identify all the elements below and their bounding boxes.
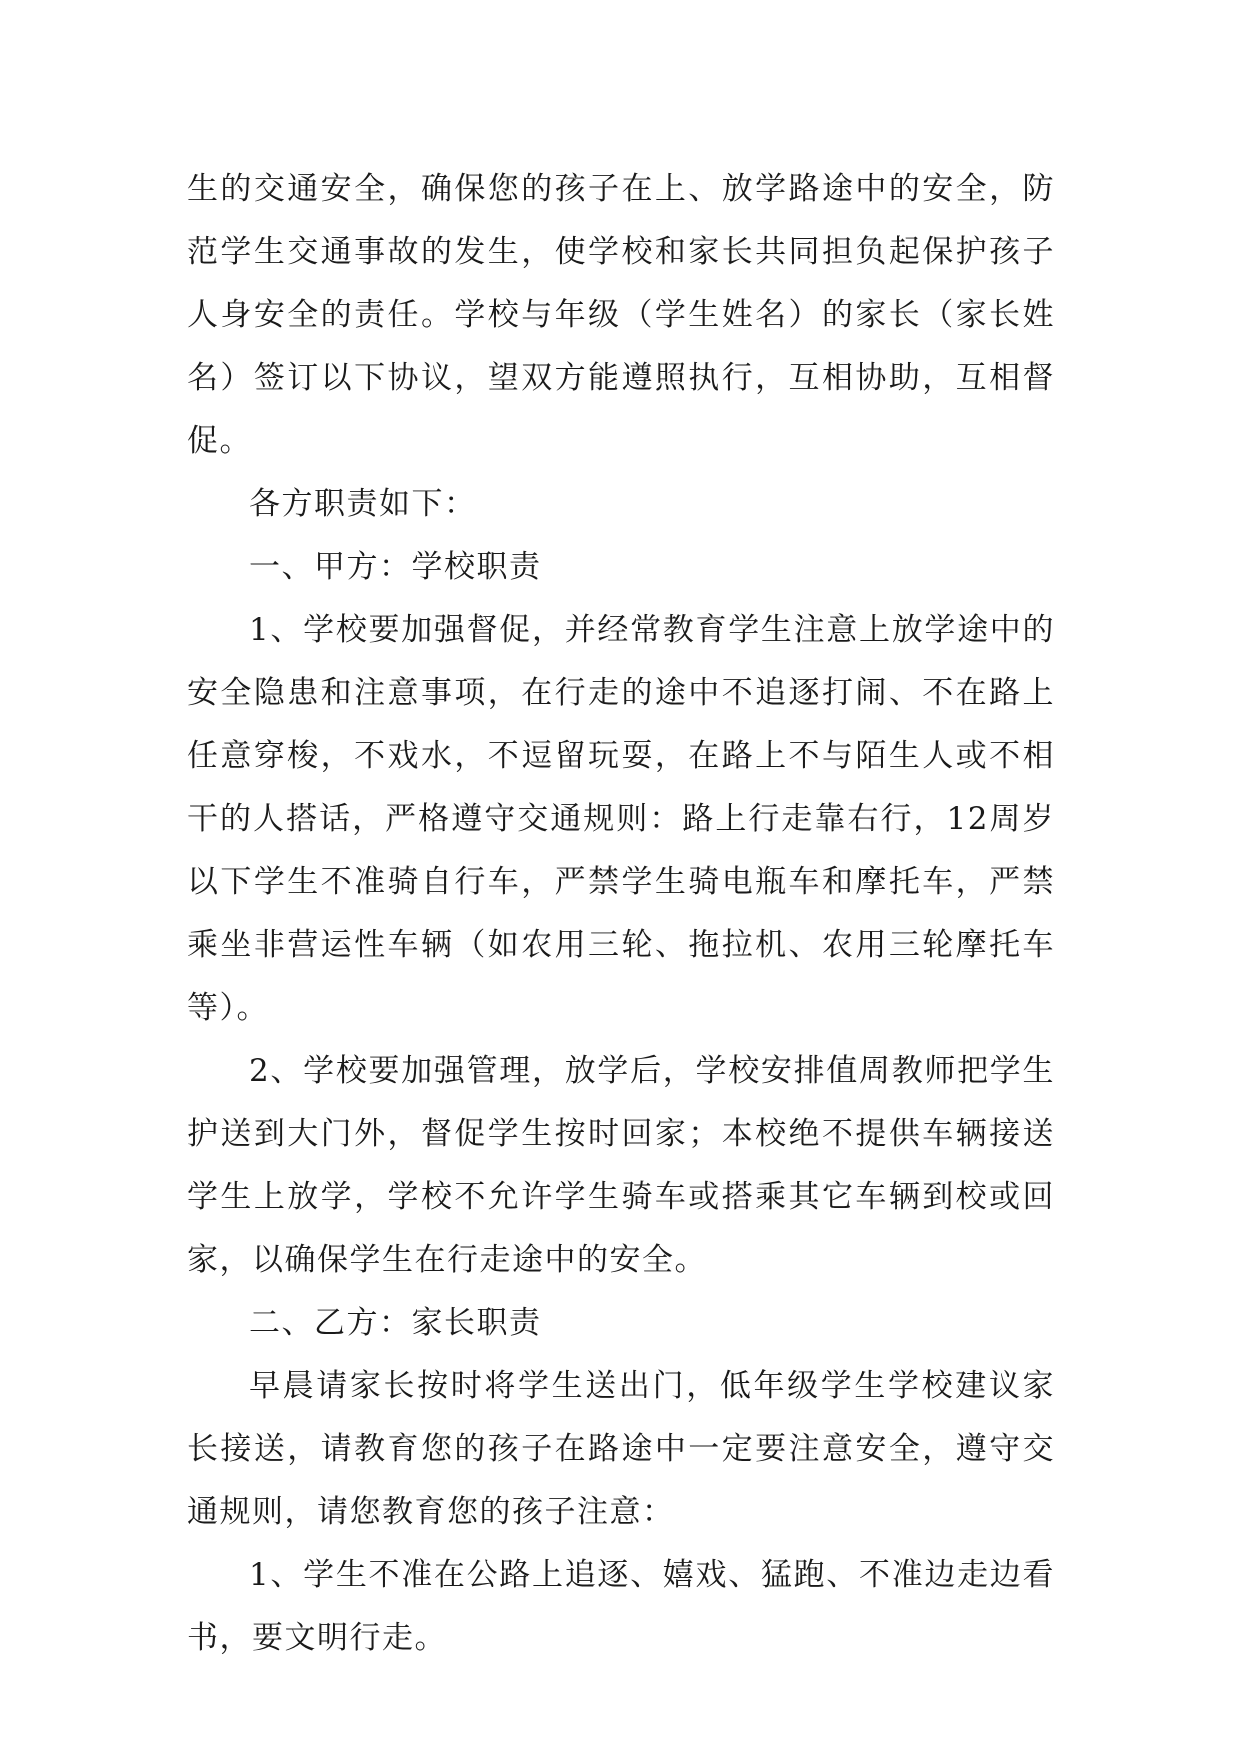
section-heading-parent: 二、乙方：家长职责 — [249, 1305, 542, 1341]
paragraph-parent-item-1: 1、学生不准在公路上追逐、嬉戏、猛跑、不准边走边看书，要文明行走。 — [187, 1557, 1055, 1656]
document-body — [187, 158, 1055, 1670]
paragraph-school-item-2: 2、学校要加强管理，放学后，学校安排值周教师把学生护送到大门外，督促学生按时回家；本校绝不提供车辆接送学生上放学，学校不允许学生骑车或搭乘其它车辆到校或回家，以确保学生在行走途中的安全。 — [187, 1053, 1055, 1278]
section-heading-school: 一、甲方：学校职责 — [249, 549, 542, 585]
paragraph-parent-intro: 早晨请家长按时将学生送出门，低年级学生学校建议家长接送，请教育您的孩子在路途中一定要注意安全，遵守交通规则，请您教育您的孩子注意： — [187, 1368, 1055, 1530]
paragraph-duties-heading: 各方职责如下： — [249, 486, 477, 522]
paragraph-intro: 生的交通安全，确保您的孩子在上、放学路途中的安全，防范学生交通事故的发生，使学校和家长共同担负起保护孩子人身安全的责任。学校与年级（学生姓名）的家长（家长姓名）签订以下协议，望双方能遵照执行，互相协助，互相督促。 — [187, 171, 1055, 459]
paragraph-school-item-1: 1、学校要加强督促，并经常教育学生注意上放学途中的安全隐患和注意事项，在行走的途中不追逐打闹、不在路上任意穿梭，不戏水，不逗留玩耍，在路上不与陌生人或不相干的人搭话，严格遵守交通规则：路上行走靠右行，12周岁以下学生不准骑自行车，严禁学生骑电瓶车和摩托车，严禁乘坐非营运性车辆（如农用三轮、拖拉机、农用三轮摩托车等）。 — [187, 612, 1055, 1026]
